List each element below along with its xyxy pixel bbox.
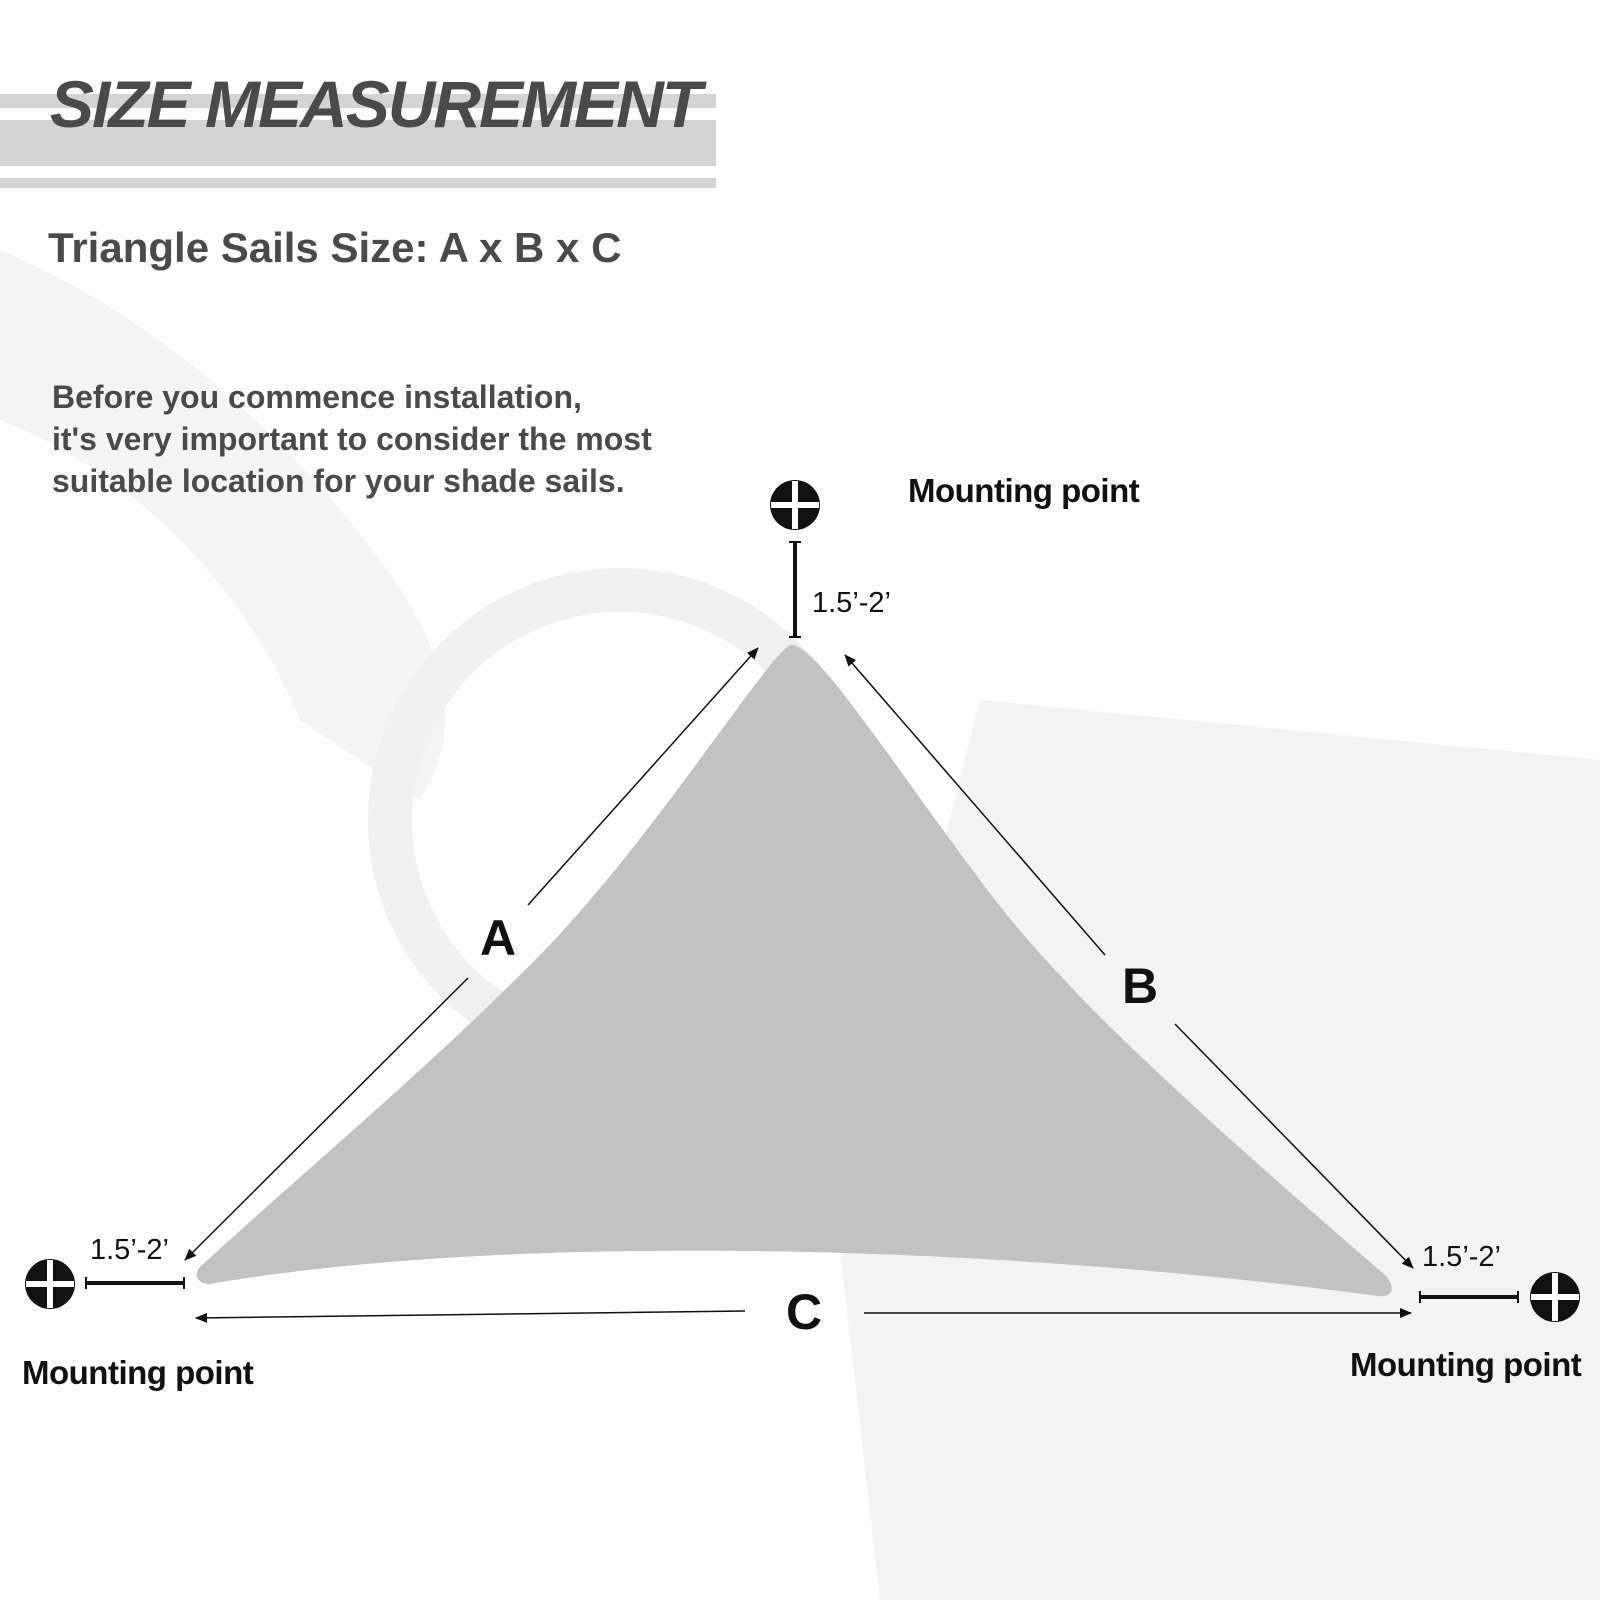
header-band-bottom — [0, 178, 716, 188]
mounting-point-icon-left — [25, 1259, 75, 1309]
side-a-label: A — [479, 910, 517, 966]
installation-note-line: it's very important to consider the most — [52, 421, 652, 457]
side-c-arrow-left — [196, 1311, 745, 1318]
sail-size-formula: Triangle Sails Size: A x B x C — [48, 224, 622, 271]
clearance-bar-top — [789, 542, 801, 637]
side-b-label: B — [1121, 958, 1159, 1014]
installation-note-line: suitable location for your shade sails. — [52, 463, 625, 499]
mounting-point-icon-top — [770, 480, 820, 530]
background-rope — [0, 250, 445, 800]
page-title: SIZE MEASUREMENT — [50, 67, 701, 141]
clearance-bar-left — [86, 1277, 184, 1289]
mounting-point-icon-right — [1530, 1272, 1580, 1322]
installation-note-line: Before you commence installation, — [52, 379, 582, 415]
mounting-label-top: Mounting point — [908, 472, 1140, 509]
side-c-label: C — [785, 1284, 823, 1340]
mounting-label-right: Mounting point — [1350, 1346, 1582, 1383]
installation-note — [52, 376, 652, 502]
mounting-label-left: Mounting point — [22, 1354, 254, 1391]
clearance-label-left: 1.5’-2’ — [90, 1234, 169, 1266]
clearance-label-right: 1.5’-2’ — [1422, 1241, 1501, 1273]
clearance-label-top: 1.5’-2’ — [812, 587, 891, 619]
